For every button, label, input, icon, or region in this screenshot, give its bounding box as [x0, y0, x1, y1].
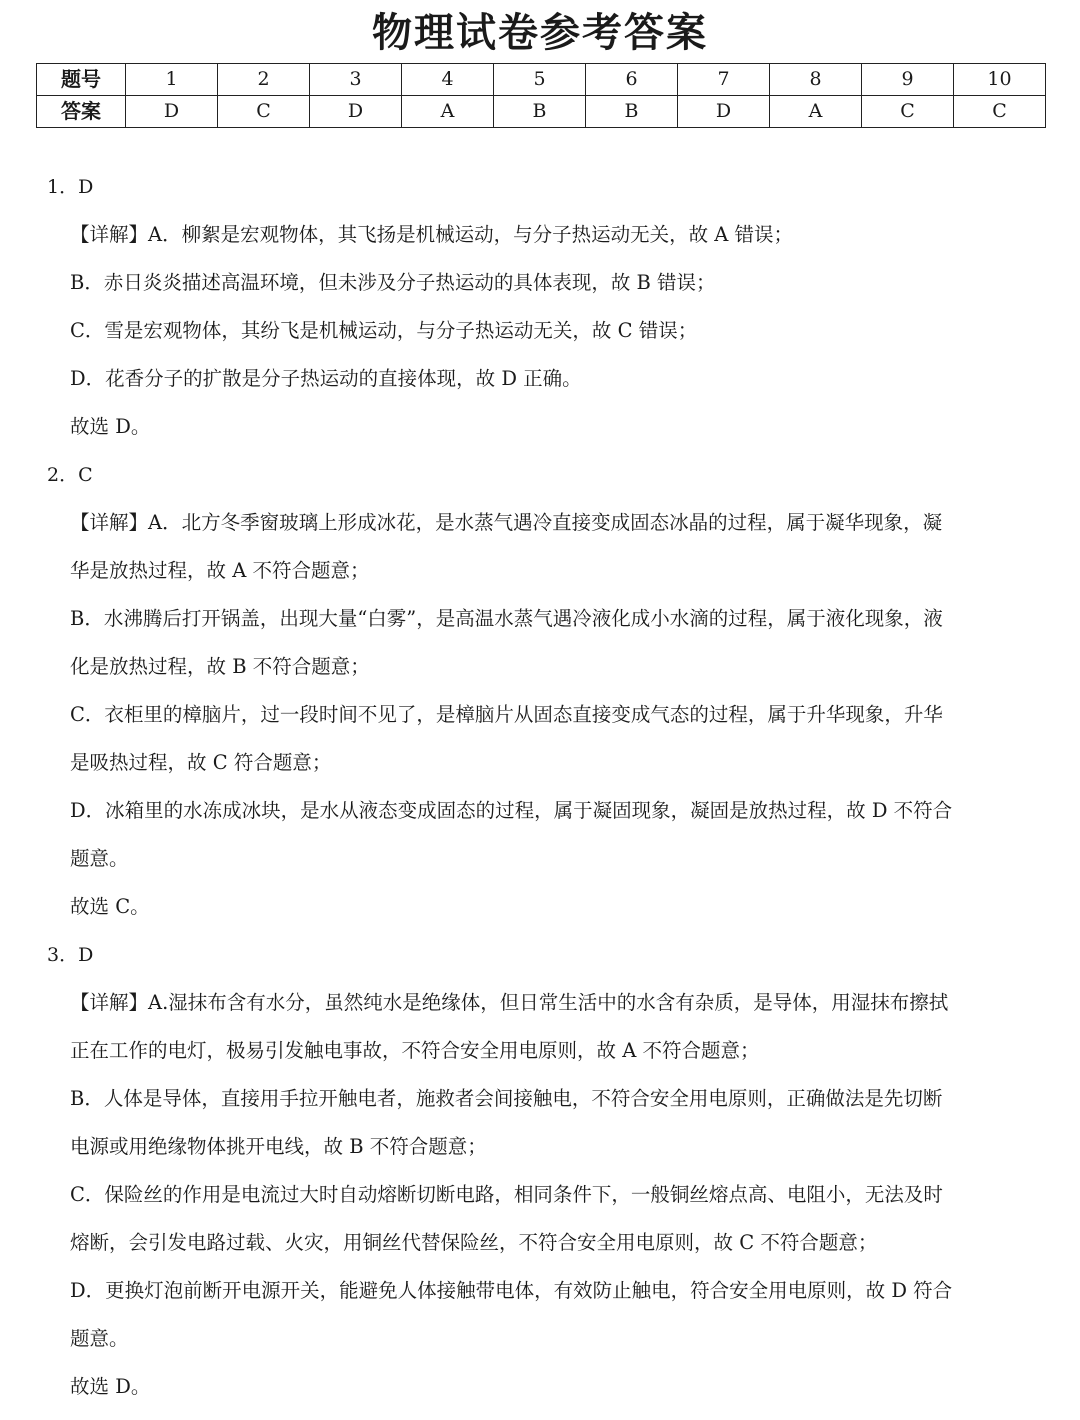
answer-cell: A — [402, 96, 494, 128]
question-number-cell: 10 — [954, 64, 1046, 96]
question-heading: 3．D — [47, 944, 94, 966]
question-number-cell: 3 — [310, 64, 402, 96]
question-number-cell: 9 — [862, 64, 954, 96]
explanations — [0, 163, 1080, 1411]
explanation-line: 【详解】A.湿抹布含有水分，虽然纯水是绝缘体，但日常生活中的水含有杂质，是导体，用湿抹布擦拭 — [70, 991, 949, 1014]
explanation-line: 【详解】A．北方冬季窗玻璃上形成冰花，是水蒸气遇冷直接变成固态冰晶的过程，属于凝华现象，凝 — [70, 511, 943, 534]
row-header-number: 题号 — [37, 64, 126, 96]
explanation-line: C．衣柜里的樟脑片，过一段时间不见了，是樟脑片从固态直接变成气态的过程，属于升华现象，升华 — [70, 703, 943, 726]
explanation-line: D．花香分子的扩散是分子热运动的直接体现，故 D 正确。 — [70, 367, 582, 390]
question-3-explanation — [0, 931, 1080, 1411]
answer-cell: B — [586, 96, 678, 128]
explanation-line: 化是放热过程，故 B 不符合题意； — [70, 655, 370, 678]
explanation-line: 是吸热过程，故 C 符合题意； — [70, 751, 332, 774]
explanation-line: 【详解】A．柳絮是宏观物体，其飞扬是机械运动，与分子热运动无关，故 A 错误； — [70, 223, 794, 246]
question-number-cell: 7 — [678, 64, 770, 96]
question-number-cell: 2 — [218, 64, 310, 96]
answer-row — [37, 96, 1046, 128]
question-heading: 1．D — [47, 176, 94, 198]
question-2-explanation — [0, 451, 1080, 931]
answer-cell: A — [770, 96, 862, 128]
question-number-cell: 1 — [126, 64, 218, 96]
explanation-line: B．赤日炎炎描述高温环境，但未涉及分子热运动的具体表现，故 B 错误； — [70, 271, 716, 294]
answer-cell: B — [494, 96, 586, 128]
explanation-line: C．雪是宏观物体，其纷飞是机械运动，与分子热运动无关，故 C 错误； — [70, 319, 698, 342]
conclusion-line: 故选 D。 — [70, 1375, 151, 1398]
answer-cell: C — [218, 96, 310, 128]
question-1-explanation — [0, 163, 1080, 451]
question-number-cell: 8 — [770, 64, 862, 96]
question-number-row — [37, 64, 1046, 96]
answer-cell: D — [310, 96, 402, 128]
answer-cell: C — [954, 96, 1046, 128]
explanation-line: 题意。 — [70, 1327, 129, 1350]
answer-cell: C — [862, 96, 954, 128]
explanation-line: 熔断，会引发电路过载、火灾，用铜丝代替保险丝，不符合安全用电原则，故 C 不符合题意； — [70, 1231, 878, 1254]
answer-table — [36, 63, 1046, 128]
question-number-cell: 6 — [586, 64, 678, 96]
explanation-line: 电源或用绝缘物体挑开电线，故 B 不符合题意； — [70, 1135, 487, 1158]
conclusion-line: 故选 D。 — [70, 415, 151, 438]
explanation-line: 华是放热过程，故 A 不符合题意； — [70, 559, 370, 582]
explanation-line: B．人体是导体，直接用手拉开触电者，施救者会间接触电，不符合安全用电原则，正确做法是先切断 — [70, 1087, 943, 1110]
explanation-line: 题意。 — [70, 847, 129, 870]
answer-cell: D — [126, 96, 218, 128]
conclusion-line: 故选 C。 — [70, 895, 150, 918]
explanation-line: 正在工作的电灯，极易引发触电事故，不符合安全用电原则，故 A 不符合题意； — [70, 1039, 760, 1062]
question-number-cell: 5 — [494, 64, 586, 96]
row-header-answer: 答案 — [37, 96, 126, 128]
explanation-line: D．冰箱里的水冻成冰块，是水从液态变成固态的过程，属于凝固现象，凝固是放热过程，故 D 不符合 — [70, 799, 953, 822]
explanation-line: D．更换灯泡前断开电源开关，能避免人体接触带电体，有效防止触电，符合安全用电原则，故 D 符合 — [70, 1279, 953, 1302]
question-number-cell: 4 — [402, 64, 494, 96]
explanation-line: C．保险丝的作用是电流过大时自动熔断切断电路，相同条件下，一般铜丝熔点高、电阻小，无法及时 — [70, 1183, 943, 1206]
page-title: 物理试卷参考答案 — [372, 9, 708, 56]
question-heading: 2．C — [47, 464, 93, 486]
explanation-line: B．水沸腾后打开锅盖，出现大量“白雾”，是高温水蒸气遇冷液化成小水滴的过程，属于液化现象，液 — [70, 607, 943, 630]
answer-cell: D — [678, 96, 770, 128]
